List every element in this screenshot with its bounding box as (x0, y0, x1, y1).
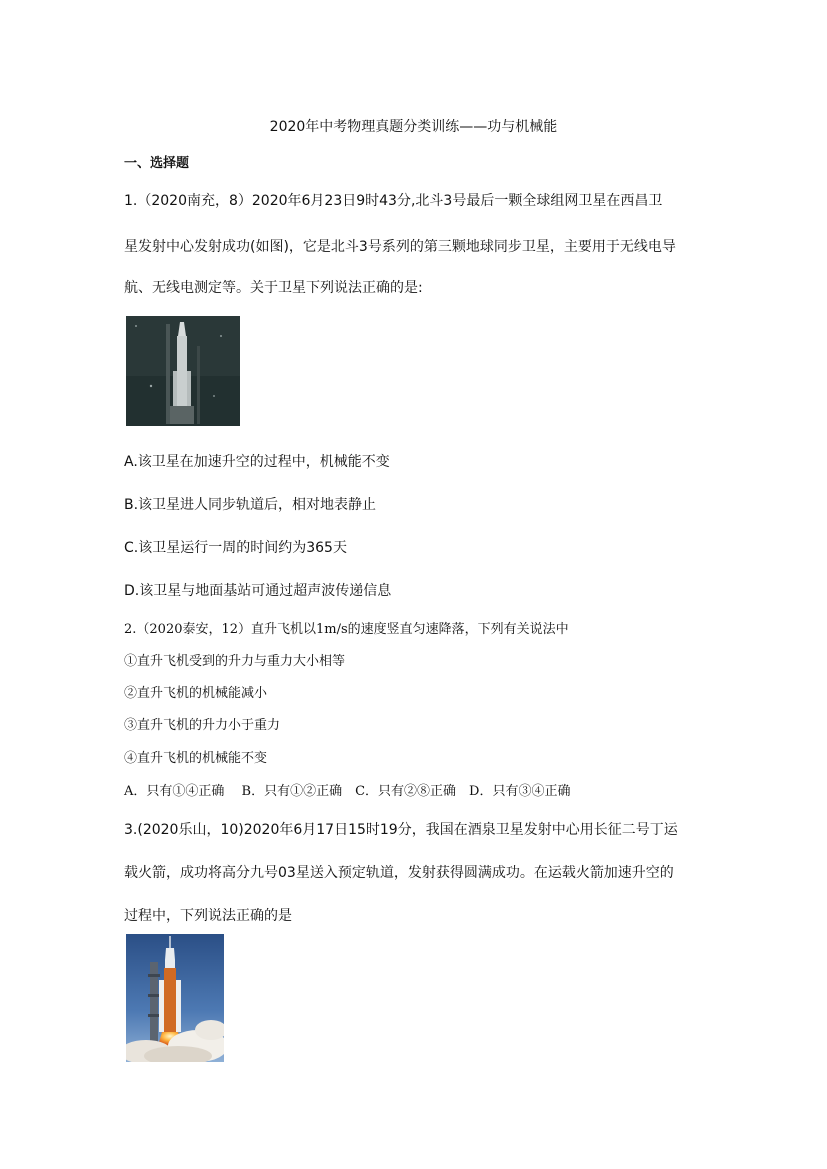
q2-statement-3: ③直升飞机的升力小于重力 (124, 718, 281, 733)
q2-options: A．只有①④正确 B．只有①②正确 C．只有②⑧正确 D．只有③④正确 (124, 784, 571, 799)
q3-stem-line3: 过程中，下列说法正确的是 (124, 908, 292, 924)
q3-stem-line1: 3.(2020乐山，10)2020年6月17日15时19分，我国在酒泉卫星发射中心用长征二号丁运 (124, 822, 678, 838)
q2-statement-2: ②直升飞机的机械能减小 (124, 686, 268, 701)
q1-option-a: A.该卫星在加速升空的过程中，机械能不变 (124, 454, 390, 470)
q1-stem-line1: 1.（2020南充，8）2020年6月23日9时43分,北斗3号最后一颗全球组网卫星在西昌卫 (124, 193, 663, 209)
rocket-launch-night-icon (126, 316, 240, 426)
q1-stem-line2: 星发射中心发射成功(如图)，它是北斗3号系列的第三颗地球同步卫星，主要用于无线电导 (124, 239, 676, 255)
q1-stem-line3: 航、无线电测定等。关于卫星下列说法正确的是: (124, 280, 423, 296)
q1-option-c: C.该卫星运行一周的时间约为365天 (124, 540, 347, 556)
q1-option-b: B.该卫星进人同步轨道后，相对地表静止 (124, 497, 377, 513)
q2-stem: 2.（2020泰安，12）直升飞机以1m/s的速度竖直匀速降落，下列有关说法中 (124, 622, 569, 637)
section-heading: 一、选择题 (124, 156, 190, 171)
q1-option-d: D.该卫星与地面基站可通过超声波传递信息 (124, 583, 392, 599)
q2-statement-4: ④直升飞机的机械能不变 (124, 751, 268, 766)
q2-statement-1: ①直升飞机受到的升力与重力大小相等 (124, 654, 346, 669)
rocket-liftoff-icon (126, 934, 224, 1062)
page-title: 2020年中考物理真题分类训练——功与机械能 (269, 119, 558, 135)
q3-stem-line2: 载火箭，成功将高分九号03星送入预定轨道，发射获得圆满成功。在运载火箭加速升空的 (124, 865, 674, 881)
